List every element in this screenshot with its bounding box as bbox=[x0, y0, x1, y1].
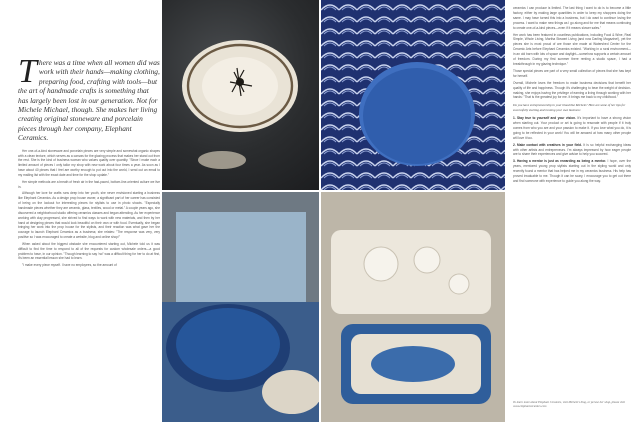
paragraph: Although her love for crafts runs deep into her youth, she never envisioned starting a business like Elephant Ceramics. As a design prop house owner, a significant part of her career has consisted of being on the lookout for interesting pieces for stylists to use in photo shoots. "Especially handmade pieces whether they are ceramic, glass, textiles, wood or metal." A couple years ago, she discovered a neighborhood studio offering ceramics classes and began attending. As her experience working with clay progressed, she strived to find ways to work with new materials, and then by her hand at designing pieces that would look beautiful on their own or with food. Eventually, she began bringing her work into the prop house for the stylists, and their reaction was what gave her the courage to launch Elephant Ceramics as a business; she relates: "The response was very, very positive so I was encouraged to create a website, blog and online shop!" bbox=[18, 191, 160, 240]
photo-textile-bowls bbox=[162, 192, 319, 422]
paragraph: "I make every piece myself. I have no employees, so the amount of bbox=[22, 262, 117, 267]
paragraph: ceramics I can produce is limited. The last thing I want to do is to become a little factory, either by making large quantities in order to keep my shoppers doing the same. I may have turned this into a business, but I do want to continue loving the process. I want to make new things as I go along and for me that means continuing to create one-of-a-kind pieces—even if it means slower sales." bbox=[513, 6, 631, 30]
tips-question: Do you have entrepreneurship in your blood like Michele? Here are some of her tips for successfully starting and running your own business: bbox=[513, 103, 626, 113]
plate-illustration bbox=[162, 0, 319, 190]
trays-illustration bbox=[321, 192, 505, 422]
tip-heading: 1. Stay true to yourself and your vision. bbox=[513, 116, 576, 121]
paragraph: Her work has been featured in countless publications, including Food & Wine, Real Simple, Whole Living, Martha Stewart Living (and now Darling Magazine!), yet the pieces she is most proud of are those she made at Watershed Center for the Ceramic Arts before Elephant Ceramics existed. "Working in a rural environment—in an old barn with lots of space and daylight—somehow supports a certain amount of freedom. During my first summer there renting a studio space, I had a breakthrough in my glazing technique." bbox=[513, 32, 631, 66]
article-left-column bbox=[18, 53, 161, 269]
photo-trays bbox=[321, 192, 505, 422]
tip-item bbox=[513, 159, 631, 184]
article-intro bbox=[18, 53, 160, 143]
intro-text: here was a time when all women did was work with their hands—making clothing, preparing food, crafting with tools—but the art of handmade crafts is something that has largely been lost in our generation. Not for Michele Michael, though. She makes her living creating original stoneware and porcelain pieces through her company, Elephant Ceramics. bbox=[18, 58, 160, 143]
tiles-illustration bbox=[321, 0, 505, 190]
photo-blue-tiles bbox=[321, 0, 505, 190]
tip-text: I hope, over the years, mentored young prop stylists starting out in the styling world and only recently found a mentor that has helped me in my ceramics business. His help has proved invaluable to me. Though it can be scary, I encourage you to get out there and find someone with experience to guide you along the way. bbox=[513, 159, 632, 183]
paragraph: Those special pieces are part of a very small collection of pieces that she has kept for herself. bbox=[513, 68, 631, 78]
tip-text: It's important to have a strong vision when starting out. Your product or art is going to resonate with people if it truly comes from who you are and your passion to make it. If you love what you do, it is going to be reflected in your work! You will be amazed at how many other people will love it too. bbox=[513, 116, 631, 140]
paragraph: Her one-of-a-kind stoneware and porcelain pieces are very simple and somewhat organic shapes with a clean texture, which serves as a canvas for the glazing process that makes her stand out from the rest. She is the kind of business woman who values quality over quantity. "Since I make each a limited amount of pieces I only tailor my shop with new work about four times a year. As soon as I have about 40 pieces that I feel are worthy enough to put out into the world, I send out an email to my mailing list with the exact date and time for the shop update." bbox=[18, 148, 160, 178]
left-body bbox=[18, 149, 160, 268]
paragraph: When asked about the biggest obstacle she encountered starting out, Michele told us it was difficult to find the time to respond to all of the requests for custom wholesale orders—a good problem to have, in our opinion. "Though learning to say 'no!' was a difficult thing for her to do at first, it's been an essential lesson she had to learn. bbox=[18, 241, 160, 261]
drop-cap: T bbox=[18, 53, 37, 90]
tip-text: It is so helpful exchanging ideas with other artists and entrepreneurs. I'm always impressed by how eager people are to share their experiences and give advice to help you succeed. bbox=[513, 142, 632, 157]
tip-heading: 2. Make contact with creatives in your field. bbox=[513, 142, 582, 147]
article-right-column bbox=[513, 6, 631, 186]
photo-plate-dark bbox=[162, 0, 319, 190]
textile-illustration bbox=[162, 192, 319, 422]
article-credit: To learn more about Elephant Ceramics, visit Michele's blog, or peruse her shop, please visit www.elephantceramics.com bbox=[513, 400, 625, 408]
paragraph: Overall, Michele loves the freedom to make business decisions that benefit her quality of life and happiness. Though it's challenging to bear the weight of decision-making, she enjoys having the privilege of earning a living through working with her hands: "That is the greatest joy for me. It brings me back to my childhood." bbox=[513, 80, 631, 100]
tip-item bbox=[513, 143, 631, 158]
tip-heading: 3. Having a mentor is just as rewarding as being a mentor. bbox=[513, 159, 607, 164]
paragraph: Her simple methods are a breath of fresh air in the fast-paced, bottom-line-oriented culture we live in. bbox=[18, 179, 161, 189]
tip-item bbox=[513, 116, 631, 141]
